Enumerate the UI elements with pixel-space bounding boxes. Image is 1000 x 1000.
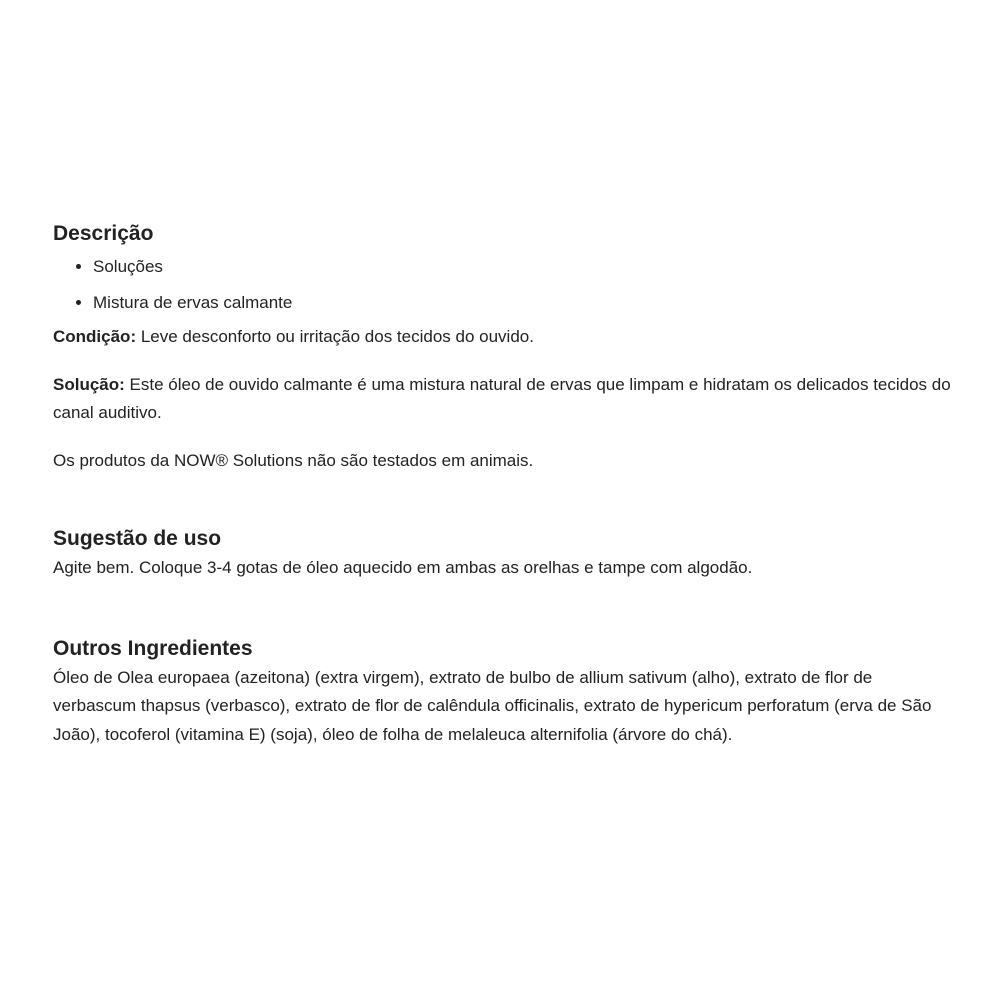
description-bullet-item: • Mistura de ervas calmante — [93, 285, 953, 321]
product-details — [53, 219, 953, 749]
solution-paragraph — [53, 371, 953, 428]
ingredients-heading: Outros Ingredientes — [53, 636, 253, 660]
condition-paragraph — [53, 323, 953, 352]
usage-text: Agite bem. Coloque 3-4 gotas de óleo aquecido em ambas as orelhas e tampe com algodão. — [53, 558, 753, 577]
animal-testing-note: Os produtos da NOW® Solutions não são testados em animais. — [53, 450, 534, 470]
condition-text: Leve desconforto ou irritação dos tecidos do ouvido. — [136, 327, 534, 346]
description-bullet-list — [53, 249, 953, 321]
description-bullet-item: • Soluções — [93, 249, 953, 285]
usage-heading: Sugestão de uso — [53, 527, 222, 550]
solution-label: Solução: — [53, 374, 125, 394]
ingredients-text: Óleo de Olea europaea (azeitona) (extra virgem), extrato de bulbo de allium sativum (alho), extrato de flor de verbascum thapsus (verbasco), extrato de flor de calêndula officinalis, extrato de hypericum perforatum (erva de São João), tocoferol (vitamina E) (soja), óleo de folha de melaleuca alternifolia (árvore do chá). — [53, 667, 932, 744]
description-heading: Descrição — [53, 222, 154, 245]
solution-text: Este óleo de ouvido calmante é uma mistura natural de ervas que limpam e hidratam os delicados tecidos do canal auditivo. — [53, 374, 951, 422]
condition-label: Condição: — [53, 327, 137, 346]
